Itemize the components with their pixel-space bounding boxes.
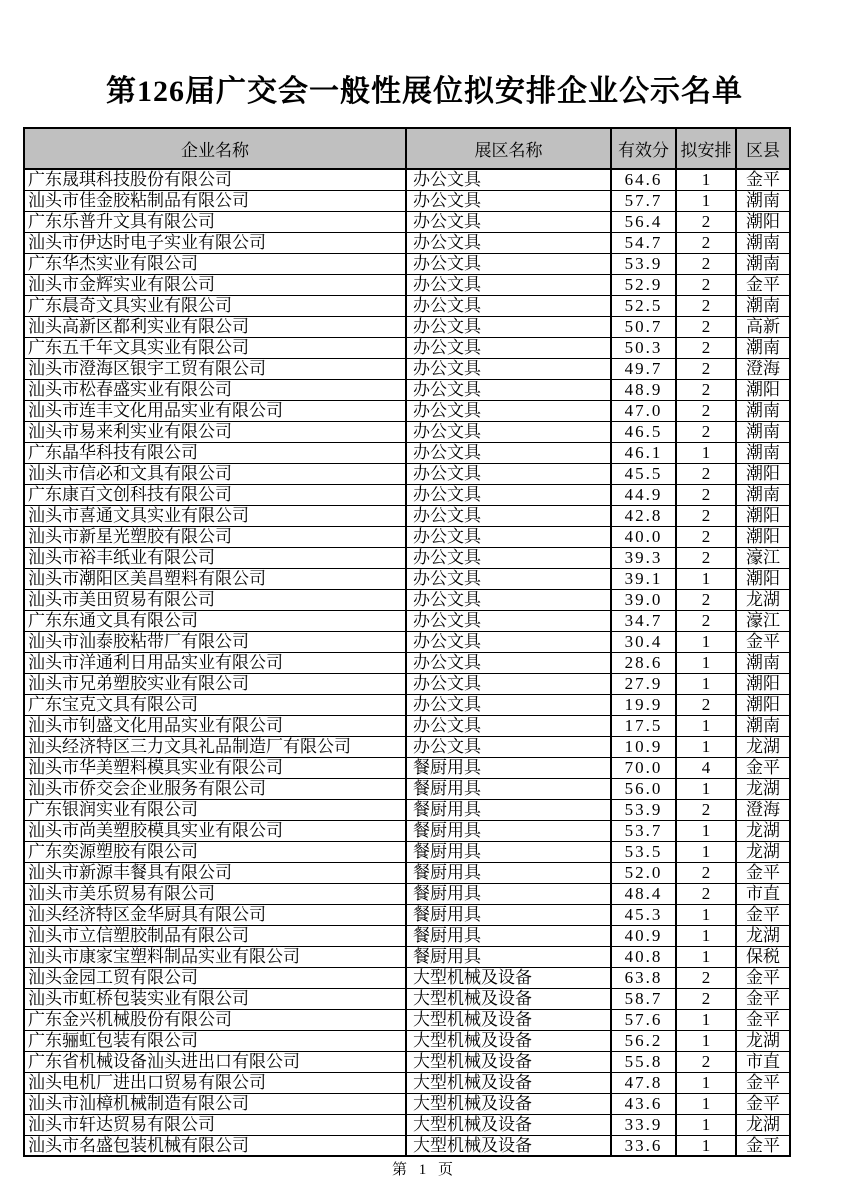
table-row xyxy=(24,736,790,757)
table-row xyxy=(24,1072,790,1093)
arrangement-cell: 1 xyxy=(676,631,736,652)
arrangement-cell: 2 xyxy=(676,505,736,526)
table-body xyxy=(24,169,790,1156)
score-cell: 55.8 xyxy=(611,1051,676,1072)
score-cell: 27.9 xyxy=(611,673,676,694)
arrangement-cell: 1 xyxy=(676,925,736,946)
zone-name-cell: 餐厨用具 xyxy=(406,883,611,904)
score-cell: 42.8 xyxy=(611,505,676,526)
zone-name-cell: 大型机械及设备 xyxy=(406,1072,611,1093)
score-cell: 47.0 xyxy=(611,400,676,421)
arrangement-cell: 2 xyxy=(676,421,736,442)
zone-name-cell: 办公文具 xyxy=(406,694,611,715)
table-row xyxy=(24,169,790,190)
district-cell: 龙湖 xyxy=(736,841,790,862)
zone-name-cell: 办公文具 xyxy=(406,442,611,463)
score-cell: 63.8 xyxy=(611,967,676,988)
arrangement-cell: 1 xyxy=(676,1072,736,1093)
arrangement-cell: 2 xyxy=(676,526,736,547)
table-row xyxy=(24,463,790,484)
table-row xyxy=(24,652,790,673)
zone-name-cell: 餐厨用具 xyxy=(406,841,611,862)
district-cell: 潮阳 xyxy=(736,379,790,400)
column-header-company-name: 企业名称 xyxy=(24,128,406,169)
score-cell: 57.7 xyxy=(611,190,676,211)
company-name-cell: 广东五千年文具实业有限公司 xyxy=(24,337,406,358)
score-cell: 19.9 xyxy=(611,694,676,715)
company-name-cell: 汕头经济特区金华厨具有限公司 xyxy=(24,904,406,925)
score-cell: 34.7 xyxy=(611,610,676,631)
page-title: 第126届广交会一般性展位拟安排企业公示名单 xyxy=(106,75,743,108)
table-row xyxy=(24,1135,790,1156)
zone-name-cell: 办公文具 xyxy=(406,547,611,568)
table-row xyxy=(24,316,790,337)
zone-name-cell: 大型机械及设备 xyxy=(406,988,611,1009)
arrangement-cell: 2 xyxy=(676,967,736,988)
score-cell: 30.4 xyxy=(611,631,676,652)
company-name-cell: 汕头高新区都利实业有限公司 xyxy=(24,316,406,337)
arrangement-cell: 1 xyxy=(676,673,736,694)
table-row xyxy=(24,547,790,568)
table-row xyxy=(24,925,790,946)
arrangement-cell: 2 xyxy=(676,589,736,610)
company-name-cell: 广东银润实业有限公司 xyxy=(24,799,406,820)
zone-name-cell: 办公文具 xyxy=(406,652,611,673)
district-cell: 龙湖 xyxy=(736,736,790,757)
table-row xyxy=(24,274,790,295)
zone-name-cell: 办公文具 xyxy=(406,316,611,337)
table-row xyxy=(24,841,790,862)
score-cell: 50.3 xyxy=(611,337,676,358)
district-cell: 濠江 xyxy=(736,547,790,568)
table-header-row xyxy=(24,128,790,169)
table-row xyxy=(24,1030,790,1051)
table-row xyxy=(24,526,790,547)
district-cell: 龙湖 xyxy=(736,1030,790,1051)
company-name-cell: 汕头市汕泰胶粘带厂有限公司 xyxy=(24,631,406,652)
arrangement-cell: 2 xyxy=(676,862,736,883)
table-row xyxy=(24,694,790,715)
table-row xyxy=(24,379,790,400)
arrangement-cell: 2 xyxy=(676,232,736,253)
zone-name-cell: 办公文具 xyxy=(406,190,611,211)
table-row xyxy=(24,232,790,253)
arrangement-cell: 2 xyxy=(676,379,736,400)
company-name-cell: 汕头市信必和文具有限公司 xyxy=(24,463,406,484)
arrangement-cell: 2 xyxy=(676,694,736,715)
arrangement-cell: 1 xyxy=(676,715,736,736)
table-row xyxy=(24,1009,790,1030)
score-cell: 52.9 xyxy=(611,274,676,295)
column-header-district: 区县 xyxy=(736,128,790,169)
zone-name-cell: 办公文具 xyxy=(406,211,611,232)
score-cell: 52.5 xyxy=(611,295,676,316)
company-name-cell: 汕头市伊达时电子实业有限公司 xyxy=(24,232,406,253)
table-row xyxy=(24,337,790,358)
zone-name-cell: 办公文具 xyxy=(406,631,611,652)
table-row xyxy=(24,799,790,820)
arrangement-cell: 2 xyxy=(676,463,736,484)
company-name-cell: 广东晶华科技有限公司 xyxy=(24,442,406,463)
zone-name-cell: 大型机械及设备 xyxy=(406,1030,611,1051)
companies-table xyxy=(23,127,791,1157)
score-cell: 48.4 xyxy=(611,883,676,904)
district-cell: 金平 xyxy=(736,631,790,652)
company-name-cell: 汕头市潮阳区美昌塑料有限公司 xyxy=(24,568,406,589)
company-name-cell: 汕头市名盛包装机械有限公司 xyxy=(24,1135,406,1156)
district-cell: 潮阳 xyxy=(736,568,790,589)
district-cell: 龙湖 xyxy=(736,820,790,841)
zone-name-cell: 办公文具 xyxy=(406,232,611,253)
district-cell: 潮阳 xyxy=(736,505,790,526)
zone-name-cell: 大型机械及设备 xyxy=(406,1093,611,1114)
district-cell: 金平 xyxy=(736,967,790,988)
table-row xyxy=(24,862,790,883)
score-cell: 53.9 xyxy=(611,253,676,274)
company-name-cell: 汕头市金辉实业有限公司 xyxy=(24,274,406,295)
page-footer: 第 1 页 xyxy=(391,1162,457,1178)
score-cell: 40.0 xyxy=(611,526,676,547)
company-name-cell: 广东省机械设备汕头进出口有限公司 xyxy=(24,1051,406,1072)
district-cell: 澄海 xyxy=(736,799,790,820)
company-name-cell: 广东东通文具有限公司 xyxy=(24,610,406,631)
score-cell: 53.7 xyxy=(611,820,676,841)
company-name-cell: 广东宝克文具有限公司 xyxy=(24,694,406,715)
district-cell: 金平 xyxy=(736,904,790,925)
zone-name-cell: 大型机械及设备 xyxy=(406,967,611,988)
zone-name-cell: 办公文具 xyxy=(406,736,611,757)
district-cell: 潮南 xyxy=(736,337,790,358)
arrangement-cell: 2 xyxy=(676,316,736,337)
arrangement-cell: 1 xyxy=(676,652,736,673)
district-cell: 潮南 xyxy=(736,400,790,421)
district-cell: 潮阳 xyxy=(736,694,790,715)
company-name-cell: 汕头市松春盛实业有限公司 xyxy=(24,379,406,400)
district-cell: 高新 xyxy=(736,316,790,337)
arrangement-cell: 1 xyxy=(676,904,736,925)
zone-name-cell: 办公文具 xyxy=(406,715,611,736)
arrangement-cell: 1 xyxy=(676,1135,736,1156)
score-cell: 46.1 xyxy=(611,442,676,463)
company-name-cell: 汕头市连丰文化用品实业有限公司 xyxy=(24,400,406,421)
zone-name-cell: 办公文具 xyxy=(406,673,611,694)
district-cell: 市直 xyxy=(736,883,790,904)
arrangement-cell: 1 xyxy=(676,778,736,799)
score-cell: 48.9 xyxy=(611,379,676,400)
company-name-cell: 汕头市虹桥包装实业有限公司 xyxy=(24,988,406,1009)
district-cell: 潮阳 xyxy=(736,673,790,694)
district-cell: 潮南 xyxy=(736,652,790,673)
zone-name-cell: 办公文具 xyxy=(406,568,611,589)
company-name-cell: 广东华杰实业有限公司 xyxy=(24,253,406,274)
zone-name-cell: 大型机械及设备 xyxy=(406,1135,611,1156)
table-row xyxy=(24,631,790,652)
score-cell: 45.3 xyxy=(611,904,676,925)
score-cell: 17.5 xyxy=(611,715,676,736)
arrangement-cell: 2 xyxy=(676,883,736,904)
column-header-arrangement: 拟安排 xyxy=(676,128,736,169)
company-name-cell: 汕头市兄弟塑胶实业有限公司 xyxy=(24,673,406,694)
district-cell: 潮南 xyxy=(736,253,790,274)
table-row xyxy=(24,400,790,421)
score-cell: 44.9 xyxy=(611,484,676,505)
arrangement-cell: 2 xyxy=(676,1051,736,1072)
district-cell: 潮南 xyxy=(736,442,790,463)
company-name-cell: 汕头市喜通文具实业有限公司 xyxy=(24,505,406,526)
zone-name-cell: 办公文具 xyxy=(406,526,611,547)
company-name-cell: 汕头市尚美塑胶模具实业有限公司 xyxy=(24,820,406,841)
company-name-cell: 汕头电机厂进出口贸易有限公司 xyxy=(24,1072,406,1093)
arrangement-cell: 1 xyxy=(676,841,736,862)
zone-name-cell: 办公文具 xyxy=(406,400,611,421)
score-cell: 28.6 xyxy=(611,652,676,673)
arrangement-cell: 2 xyxy=(676,358,736,379)
district-cell: 金平 xyxy=(736,274,790,295)
zone-name-cell: 办公文具 xyxy=(406,505,611,526)
company-name-cell: 汕头市钊盛文化用品实业有限公司 xyxy=(24,715,406,736)
zone-name-cell: 办公文具 xyxy=(406,253,611,274)
zone-name-cell: 餐厨用具 xyxy=(406,799,611,820)
district-cell: 金平 xyxy=(736,757,790,778)
district-cell: 潮南 xyxy=(736,421,790,442)
company-name-cell: 汕头市华美塑料模具实业有限公司 xyxy=(24,757,406,778)
company-name-cell: 汕头市新星光塑胶有限公司 xyxy=(24,526,406,547)
score-cell: 50.7 xyxy=(611,316,676,337)
zone-name-cell: 办公文具 xyxy=(406,589,611,610)
district-cell: 龙湖 xyxy=(736,778,790,799)
company-name-cell: 汕头市美乐贸易有限公司 xyxy=(24,883,406,904)
district-cell: 潮阳 xyxy=(736,526,790,547)
district-cell: 潮南 xyxy=(736,715,790,736)
district-cell: 潮阳 xyxy=(736,211,790,232)
score-cell: 64.6 xyxy=(611,169,676,190)
zone-name-cell: 办公文具 xyxy=(406,274,611,295)
company-name-cell: 汕头市侨交会企业服务有限公司 xyxy=(24,778,406,799)
company-name-cell: 汕头经济特区三力文具礼品制造厂有限公司 xyxy=(24,736,406,757)
zone-name-cell: 办公文具 xyxy=(406,337,611,358)
arrangement-cell: 1 xyxy=(676,1093,736,1114)
score-cell: 56.2 xyxy=(611,1030,676,1051)
zone-name-cell: 餐厨用具 xyxy=(406,946,611,967)
table-row xyxy=(24,484,790,505)
score-cell: 40.8 xyxy=(611,946,676,967)
arrangement-cell: 1 xyxy=(676,736,736,757)
company-name-cell: 广东金兴机械股份有限公司 xyxy=(24,1009,406,1030)
district-cell: 澄海 xyxy=(736,358,790,379)
score-cell: 39.3 xyxy=(611,547,676,568)
zone-name-cell: 餐厨用具 xyxy=(406,757,611,778)
company-name-cell: 汕头金园工贸有限公司 xyxy=(24,967,406,988)
zone-name-cell: 办公文具 xyxy=(406,610,611,631)
score-cell: 39.1 xyxy=(611,568,676,589)
company-name-cell: 汕头市佳金胶粘制品有限公司 xyxy=(24,190,406,211)
zone-name-cell: 餐厨用具 xyxy=(406,820,611,841)
company-name-cell: 汕头市康家宝塑料制品实业有限公司 xyxy=(24,946,406,967)
zone-name-cell: 办公文具 xyxy=(406,463,611,484)
arrangement-cell: 1 xyxy=(676,442,736,463)
arrangement-cell: 4 xyxy=(676,757,736,778)
arrangement-cell: 2 xyxy=(676,484,736,505)
arrangement-cell: 2 xyxy=(676,211,736,232)
zone-name-cell: 办公文具 xyxy=(406,421,611,442)
score-cell: 58.7 xyxy=(611,988,676,1009)
score-cell: 43.6 xyxy=(611,1093,676,1114)
arrangement-cell: 1 xyxy=(676,1114,736,1135)
score-cell: 53.9 xyxy=(611,799,676,820)
zone-name-cell: 办公文具 xyxy=(406,358,611,379)
score-cell: 10.9 xyxy=(611,736,676,757)
district-cell: 濠江 xyxy=(736,610,790,631)
table-row xyxy=(24,442,790,463)
table-row xyxy=(24,610,790,631)
arrangement-cell: 2 xyxy=(676,400,736,421)
table-row xyxy=(24,568,790,589)
company-name-cell: 汕头市立信塑胶制品有限公司 xyxy=(24,925,406,946)
table-row xyxy=(24,421,790,442)
company-name-cell: 广东晟琪科技股份有限公司 xyxy=(24,169,406,190)
district-cell: 保税 xyxy=(736,946,790,967)
score-cell: 56.4 xyxy=(611,211,676,232)
zone-name-cell: 大型机械及设备 xyxy=(406,1009,611,1030)
table-row xyxy=(24,505,790,526)
table-row xyxy=(24,1114,790,1135)
district-cell: 金平 xyxy=(736,169,790,190)
district-cell: 金平 xyxy=(736,1072,790,1093)
district-cell: 潮阳 xyxy=(736,463,790,484)
district-cell: 金平 xyxy=(736,1093,790,1114)
district-cell: 潮南 xyxy=(736,295,790,316)
zone-name-cell: 办公文具 xyxy=(406,169,611,190)
arrangement-cell: 2 xyxy=(676,295,736,316)
zone-name-cell: 大型机械及设备 xyxy=(406,1114,611,1135)
table-row xyxy=(24,883,790,904)
district-cell: 金平 xyxy=(736,1009,790,1030)
score-cell: 52.0 xyxy=(611,862,676,883)
arrangement-cell: 2 xyxy=(676,547,736,568)
zone-name-cell: 办公文具 xyxy=(406,379,611,400)
score-cell: 33.6 xyxy=(611,1135,676,1156)
zone-name-cell: 大型机械及设备 xyxy=(406,1051,611,1072)
company-name-cell: 广东晨奇文具实业有限公司 xyxy=(24,295,406,316)
arrangement-cell: 2 xyxy=(676,274,736,295)
company-name-cell: 汕头市裕丰纸业有限公司 xyxy=(24,547,406,568)
table-row xyxy=(24,295,790,316)
column-header-zone-name: 展区名称 xyxy=(406,128,611,169)
table-row xyxy=(24,673,790,694)
table-row xyxy=(24,211,790,232)
arrangement-cell: 2 xyxy=(676,610,736,631)
company-name-cell: 汕头市美田贸易有限公司 xyxy=(24,589,406,610)
arrangement-cell: 1 xyxy=(676,568,736,589)
zone-name-cell: 餐厨用具 xyxy=(406,925,611,946)
zone-name-cell: 餐厨用具 xyxy=(406,904,611,925)
zone-name-cell: 办公文具 xyxy=(406,484,611,505)
zone-name-cell: 办公文具 xyxy=(406,295,611,316)
district-cell: 金平 xyxy=(736,988,790,1009)
table-row xyxy=(24,820,790,841)
arrangement-cell: 1 xyxy=(676,190,736,211)
score-cell: 56.0 xyxy=(611,778,676,799)
district-cell: 潮南 xyxy=(736,190,790,211)
arrangement-cell: 1 xyxy=(676,1030,736,1051)
table-row xyxy=(24,715,790,736)
table-row xyxy=(24,757,790,778)
district-cell: 龙湖 xyxy=(736,1114,790,1135)
table-row xyxy=(24,1051,790,1072)
arrangement-cell: 1 xyxy=(676,820,736,841)
arrangement-cell: 1 xyxy=(676,946,736,967)
district-cell: 潮南 xyxy=(736,232,790,253)
score-cell: 53.5 xyxy=(611,841,676,862)
table-row xyxy=(24,946,790,967)
company-name-cell: 汕头市洋通利日用品实业有限公司 xyxy=(24,652,406,673)
company-name-cell: 广东奕源塑胶有限公司 xyxy=(24,841,406,862)
district-cell: 金平 xyxy=(736,1135,790,1156)
table-row xyxy=(24,904,790,925)
arrangement-cell: 2 xyxy=(676,253,736,274)
district-cell: 金平 xyxy=(736,862,790,883)
table-row xyxy=(24,967,790,988)
arrangement-cell: 2 xyxy=(676,337,736,358)
company-name-cell: 广东乐普升文具有限公司 xyxy=(24,211,406,232)
table-row xyxy=(24,589,790,610)
arrangement-cell: 2 xyxy=(676,988,736,1009)
score-cell: 33.9 xyxy=(611,1114,676,1135)
score-cell: 39.0 xyxy=(611,589,676,610)
score-cell: 57.6 xyxy=(611,1009,676,1030)
company-name-cell: 汕头市轩达贸易有限公司 xyxy=(24,1114,406,1135)
score-cell: 45.5 xyxy=(611,463,676,484)
district-cell: 潮南 xyxy=(736,484,790,505)
score-cell: 70.0 xyxy=(611,757,676,778)
table-row xyxy=(24,988,790,1009)
district-cell: 市直 xyxy=(736,1051,790,1072)
score-cell: 47.8 xyxy=(611,1072,676,1093)
zone-name-cell: 餐厨用具 xyxy=(406,862,611,883)
company-name-cell: 广东骊虹包装有限公司 xyxy=(24,1030,406,1051)
score-cell: 40.9 xyxy=(611,925,676,946)
arrangement-cell: 2 xyxy=(676,799,736,820)
arrangement-cell: 1 xyxy=(676,169,736,190)
arrangement-cell: 1 xyxy=(676,1009,736,1030)
company-name-cell: 汕头市汕樟机械制造有限公司 xyxy=(24,1093,406,1114)
company-name-cell: 汕头市易来利实业有限公司 xyxy=(24,421,406,442)
district-cell: 龙湖 xyxy=(736,925,790,946)
table-row xyxy=(24,778,790,799)
district-cell: 龙湖 xyxy=(736,589,790,610)
score-cell: 54.7 xyxy=(611,232,676,253)
column-header-score: 有效分 xyxy=(611,128,676,169)
zone-name-cell: 餐厨用具 xyxy=(406,778,611,799)
company-name-cell: 汕头市澄海区银宇工贸有限公司 xyxy=(24,358,406,379)
table-row xyxy=(24,253,790,274)
score-cell: 46.5 xyxy=(611,421,676,442)
company-name-cell: 广东康百文创科技有限公司 xyxy=(24,484,406,505)
company-name-cell: 汕头市新源丰餐具有限公司 xyxy=(24,862,406,883)
score-cell: 49.7 xyxy=(611,358,676,379)
table-row xyxy=(24,190,790,211)
table-row xyxy=(24,1093,790,1114)
table-row xyxy=(24,358,790,379)
